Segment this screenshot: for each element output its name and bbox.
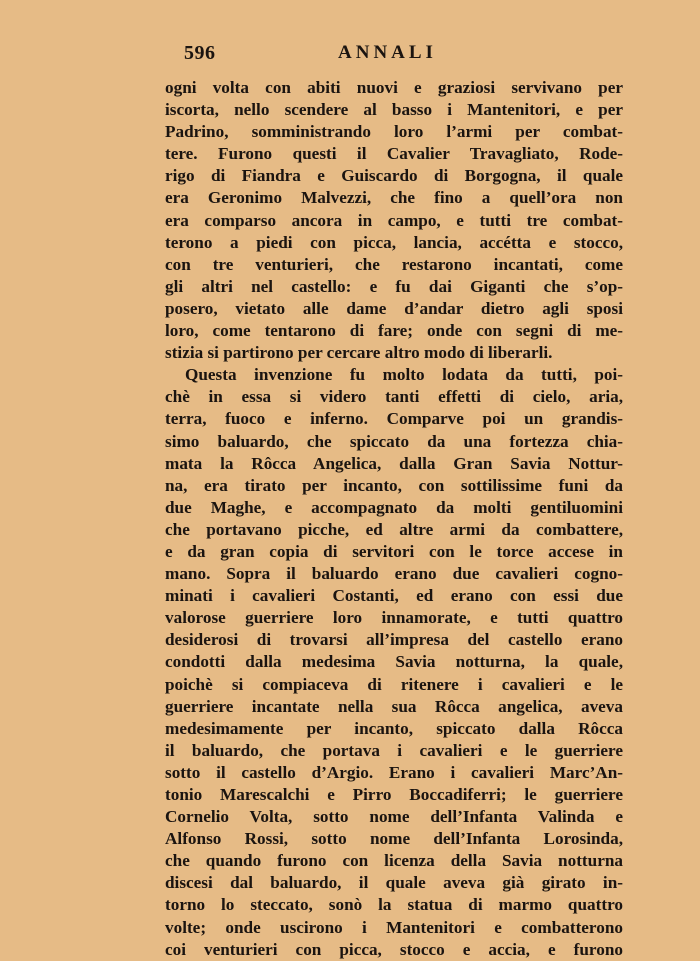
page-number: 596 [184,42,216,64]
text-line: chè in essa si videro tanti effetti di cielo, aria, [165,387,623,407]
text-line: sotto il castello d’Argio. Erano i cavalieri Marc’An- [165,762,623,782]
text-line: tonio Marescalchi e Pirro Boccadiferri; le guerriere [165,785,623,804]
text-line: guerriere incantate nella sua Rôcca angelica, aveva [165,696,623,716]
text-line: coi venturieri con picca, stocco e accia, e furono [165,939,623,959]
text-line: volte; onde uscirono i Mantenitori e combatterono [165,917,623,937]
text-line: torno lo steccato, sonò la statua di marmo quattro [165,895,623,915]
text-line: che quando furono con licenza della Savia notturna [165,851,623,871]
text-line: medesimamente per incanto, spiccato dalla Rôcca [165,718,623,738]
text-line: iscorta, nello scendere al basso i Mantenitori, e per [165,100,623,120]
text-line: valorose guerriere loro innamorate, e tutti quattro [165,608,623,628]
text-line: terono a piedi con picca, lancia, accétta e stocco, [165,232,623,252]
text-line: il baluardo, che portava i cavalieri e le guerriere [165,740,623,760]
text-line: due Maghe, e accompagnato da molti gentiluomini [165,497,623,517]
text-line: terra, fuoco e inferno. Comparve poi un grandis- [165,409,623,429]
text-line: Padrino, somministrando loro l’armi per combat- [165,122,623,142]
text-line: desiderosi di trovarsi all’impresa del castello erano [165,630,623,650]
text-line: gli altri nel castello: e fu dai Giganti che s’op- [165,276,623,296]
text-line: loro, come tentarono di fare; onde con segni di me- [165,321,623,341]
text-line: mano. Sopra il baluardo erano due cavalieri cogno- [165,564,623,584]
text-line: Cornelio Volta, sotto nome dell’Infanta Valinda e [165,807,623,827]
text-line: e da gran copia di servitori con le torce accese in [165,541,623,561]
text-line: Alfonso Rossi, sotto nome dell’Infanta Lorosinda, [165,829,623,849]
text-line: na, era tirato per incanto, con sottilissime funi da [165,475,623,495]
text-line: posero, vietato alle dame d’andar dietro agli sposi [165,298,623,318]
text-line: con tre venturieri, che restarono incantati, come [165,254,623,274]
running-title: ANNALI [338,42,437,63]
text-line: era Geronimo Malvezzi, che fino a quell’ora non [165,188,623,208]
text-line: discesi dal baluardo, il quale aveva già girato in- [165,873,623,893]
text-line: stizia si partirono per cercare altro modo di liberarli. [165,343,553,363]
text-line: ogni volta con abiti nuovi e graziosi servivano per [165,78,623,97]
text-line: condotti dalla medesima Savia notturna, la quale, [165,652,623,672]
body-text [165,77,623,961]
page-header [184,42,624,68]
text-line: simo baluardo, che spiccato da una fortezza chia- [165,431,623,451]
text-line: tere. Furono questi il Cavalier Travagliato, Rode- [165,144,623,164]
text-line: rigo di Fiandra e Guiscardo di Borgogna, il quale [165,166,623,186]
text-line: che portavano picche, ed altre armi da combattere, [165,519,623,539]
text-line: poichè si compiaceva di ritenere i cavalieri e le [165,674,623,694]
text-line: Questa invenzione fu molto lodata da tutti, poi- [185,365,623,385]
text-line: minati i cavalieri Costanti, ed erano con essi due [165,586,623,606]
text-line: era comparso ancora in campo, e tutti tre combat- [165,210,623,230]
text-line: mata la Rôcca Angelica, dalla Gran Savia Nottur- [165,453,623,473]
